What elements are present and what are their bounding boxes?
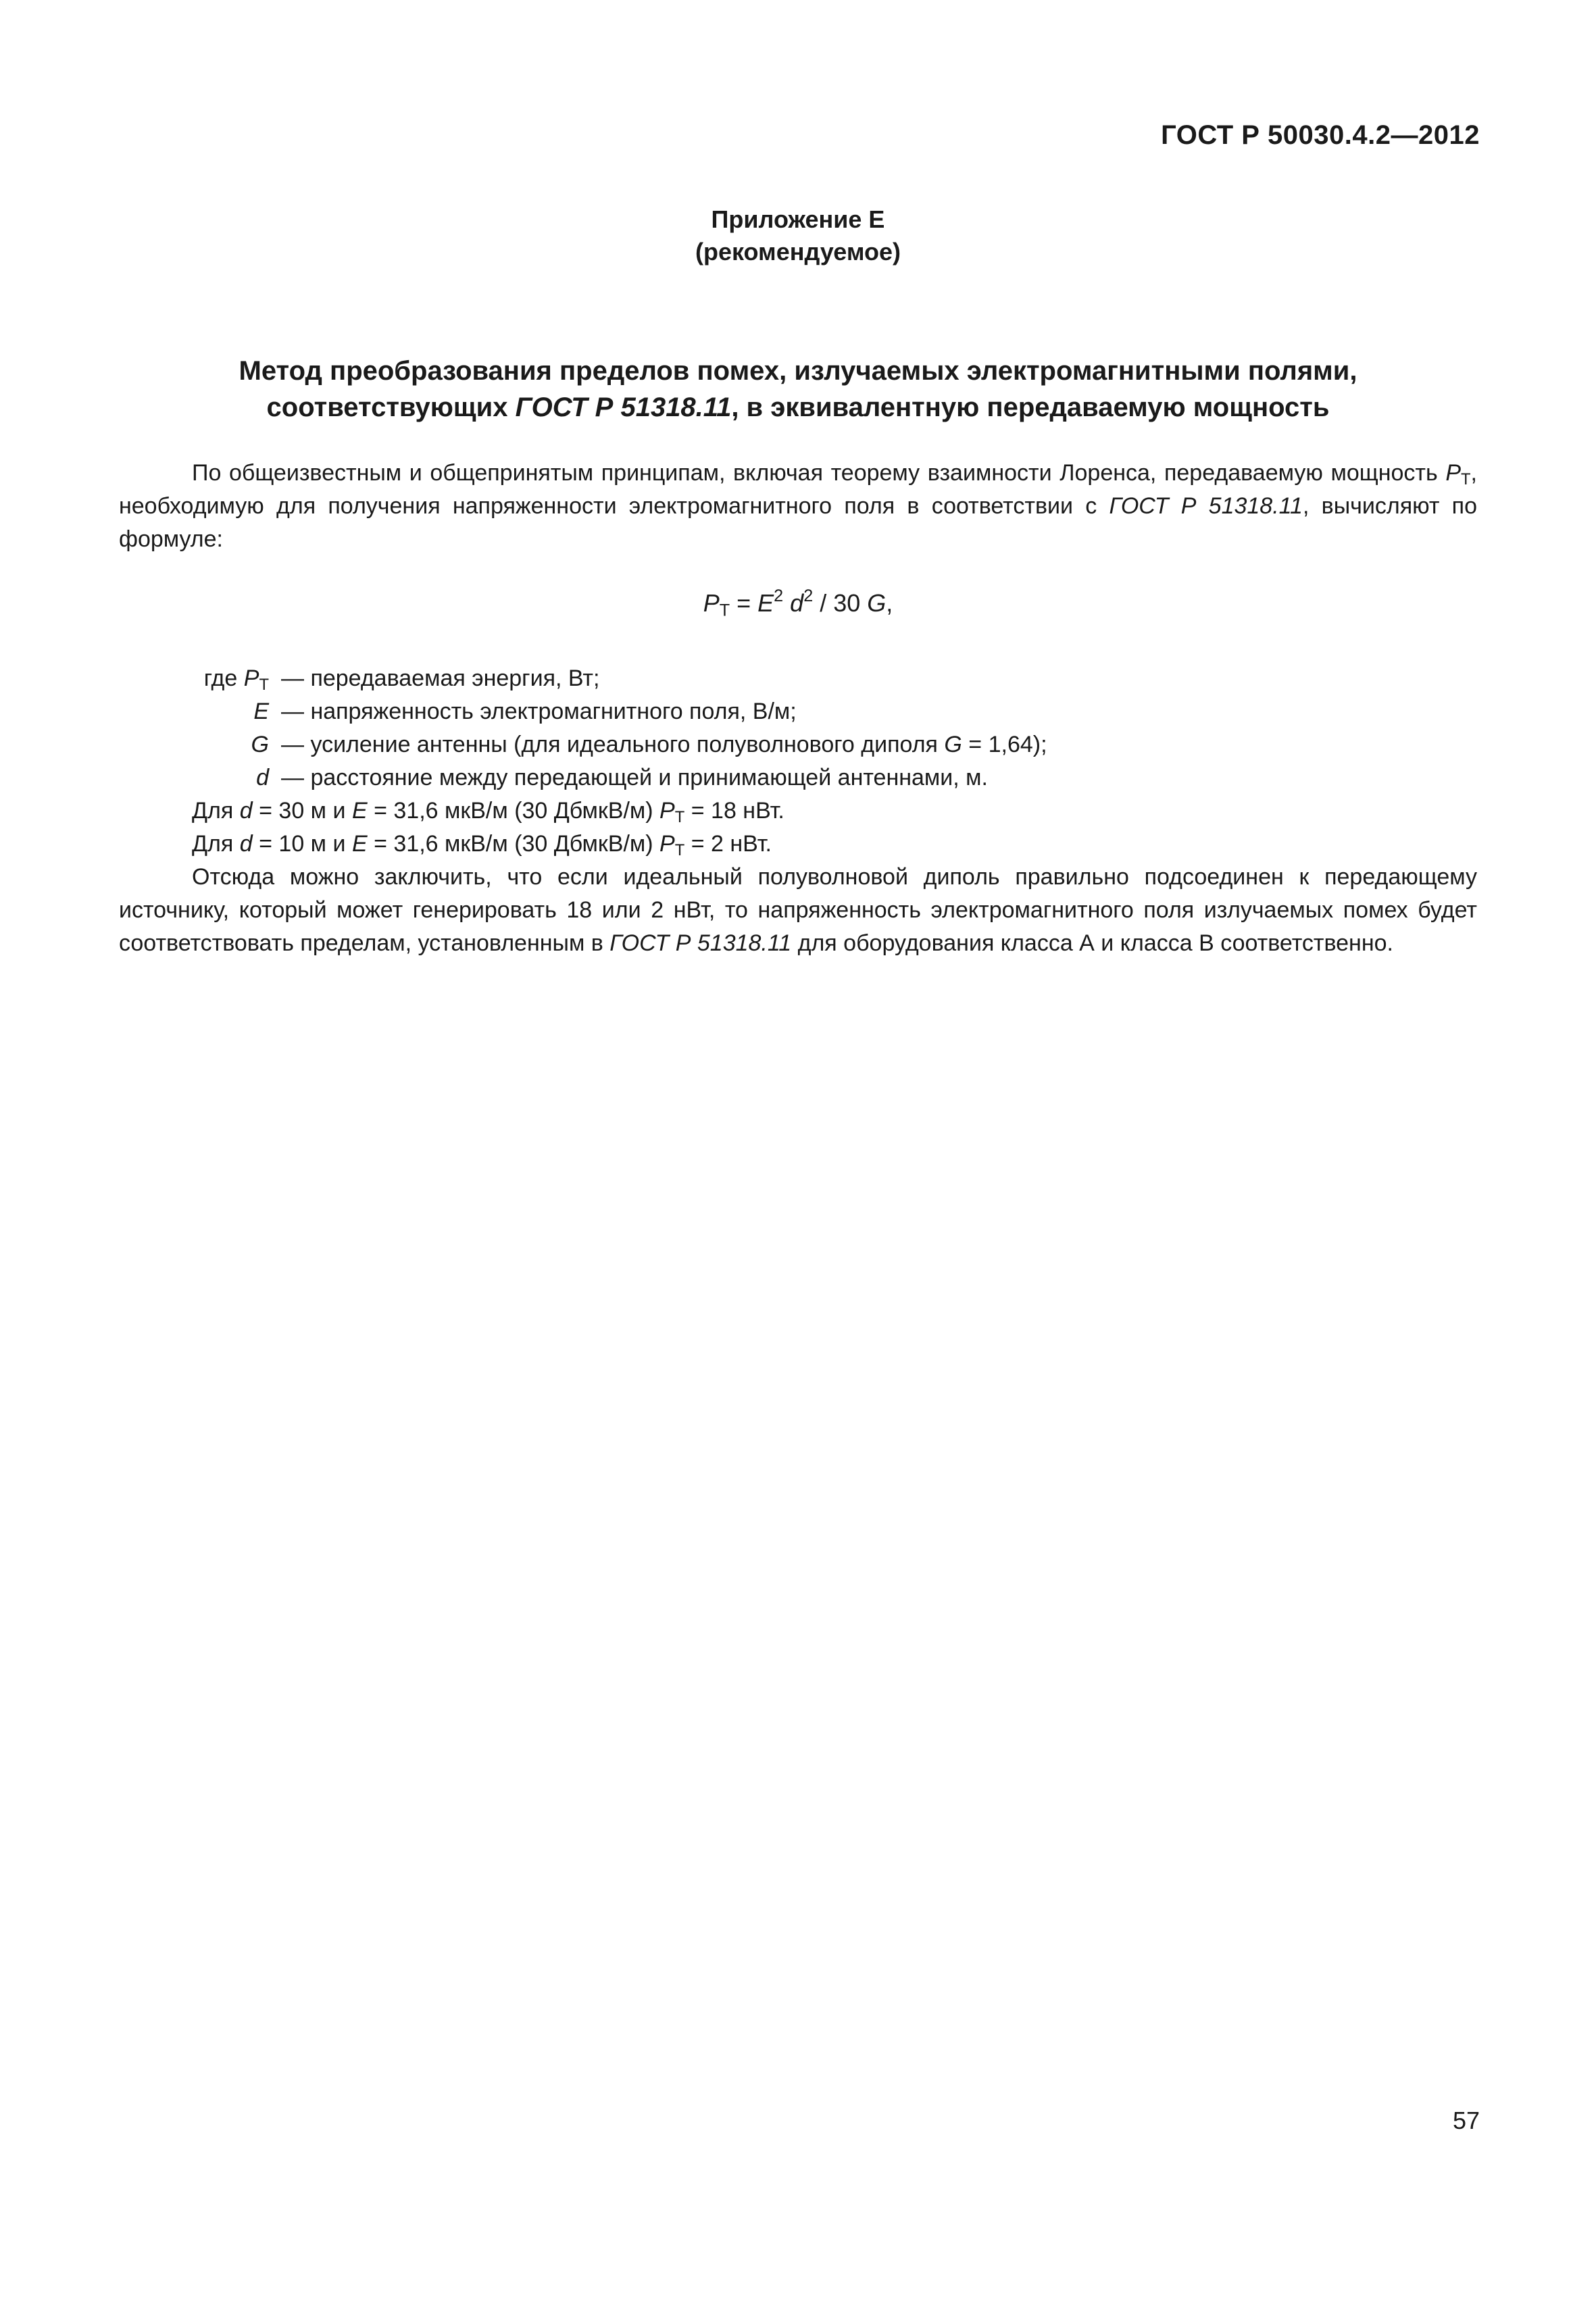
appendix-subtitle: (рекомендуемое) bbox=[695, 238, 901, 266]
formula bbox=[0, 586, 1596, 620]
calc-text: = 30 м и bbox=[252, 798, 352, 824]
formula-operator: / 30 bbox=[813, 589, 868, 617]
symbol-g: G bbox=[251, 732, 269, 757]
document-title-line1: Метод преобразования пределов помех, излучаемых электромагнитными полями, bbox=[239, 356, 1357, 386]
definition-text: = 1,64); bbox=[962, 732, 1047, 757]
definition-symbol bbox=[119, 728, 281, 761]
standard-ref: ГОСТ Р 51318.11 bbox=[609, 930, 792, 956]
formula-symbol: G bbox=[867, 589, 887, 617]
definition-row bbox=[119, 728, 1477, 761]
calc-text: Для bbox=[192, 798, 240, 824]
calc-text: Для bbox=[192, 831, 240, 857]
definition-text: — усиление антенны (для идеального полуволнового диполя bbox=[281, 732, 945, 757]
definition-row bbox=[119, 761, 1477, 795]
symbol-d: d bbox=[239, 831, 253, 857]
paragraph-text: , вычисляют по формуле: bbox=[119, 493, 1477, 552]
symbol-p: P bbox=[243, 665, 259, 691]
symbol-g: G bbox=[944, 732, 962, 757]
symbol-subscript: T bbox=[259, 675, 269, 694]
appendix-title: Приложение Е bbox=[711, 205, 885, 233]
paragraph-intro bbox=[119, 457, 1477, 556]
calc-text: = 18 нВт. bbox=[684, 798, 784, 824]
definition-desc: — передаваемая энергия, Вт; bbox=[281, 665, 600, 691]
symbol-d: d bbox=[256, 765, 269, 790]
definition-symbol bbox=[119, 761, 281, 795]
title-text: соответствующих bbox=[266, 393, 516, 422]
symbol-p: P bbox=[659, 831, 675, 857]
formula-punct: , bbox=[886, 589, 893, 617]
symbol-e: E bbox=[351, 798, 368, 824]
calculation-line bbox=[192, 828, 772, 861]
definition-desc: — расстояние между передающей и принимающей антеннами, м. bbox=[281, 765, 988, 790]
definition-desc: — напряженность электромагнитного поля, В/м; bbox=[281, 699, 797, 724]
symbol-e: E bbox=[253, 699, 269, 724]
formula-symbol: d bbox=[790, 589, 804, 617]
calc-text: = 31,6 мкВ/м (30 ДбмкВ/м) bbox=[367, 831, 660, 857]
calc-text: = 2 нВт. bbox=[684, 831, 772, 857]
definition-desc bbox=[281, 728, 1477, 761]
definition-row bbox=[119, 662, 1477, 695]
symbol-subscript: T bbox=[1461, 470, 1471, 488]
definition-symbol bbox=[119, 662, 281, 695]
calc-text: = 31,6 мкВ/м (30 ДбмкВ/м) bbox=[367, 798, 660, 824]
document-title-line2 bbox=[0, 389, 1596, 426]
definition-symbol bbox=[119, 695, 281, 728]
symbol-p: P bbox=[1445, 460, 1461, 486]
definition-row bbox=[119, 695, 1477, 728]
paragraph-text: , необходимую для получения напряженности электромагнитного поля в соответствии с bbox=[119, 460, 1477, 519]
paragraph-conclusion bbox=[119, 861, 1477, 960]
definitions-list bbox=[119, 662, 1477, 795]
definition-prefix: где bbox=[203, 665, 244, 691]
formula-exponent: 2 bbox=[803, 586, 814, 605]
formula-operator: = bbox=[730, 589, 758, 617]
paragraph-text: Отсюда можно заключить, что если идеальный полуволновой диполь правильно подсоединен к передающему источнику, который может генерировать 18 или 2 нВт, то напряженность электромагнитного поля излучаемых помех будет соответствовать пределам, установленным в bbox=[119, 864, 1477, 956]
symbol-e: E bbox=[351, 831, 368, 857]
title-text: , в эквивалентную передаваемую мощность bbox=[731, 393, 1330, 422]
symbol-d: d bbox=[239, 798, 253, 824]
formula-exponent: 2 bbox=[774, 586, 784, 605]
paragraph-text: По общеизвестным и общепринятым принципам, включая теорему взаимности Лоренса, передаваемую мощность bbox=[192, 460, 1446, 486]
formula-symbol: E bbox=[757, 589, 774, 617]
standard-ref: ГОСТ Р 51318.11 bbox=[1109, 493, 1303, 519]
page-number: 57 bbox=[1452, 2107, 1480, 2134]
formula-symbol: P bbox=[703, 589, 720, 617]
symbol-subscript: T bbox=[674, 807, 685, 826]
symbol-p: P bbox=[659, 798, 675, 824]
title-standard-ref: ГОСТ Р 51318.11 bbox=[515, 393, 732, 422]
formula-subscript: T bbox=[719, 601, 730, 620]
calc-text: = 10 м и bbox=[252, 831, 352, 857]
paragraph-text: для оборудования класса А и класса В соответственно. bbox=[791, 930, 1393, 956]
symbol-subscript: T bbox=[674, 840, 685, 859]
calculation-line bbox=[192, 795, 784, 828]
document-title bbox=[0, 353, 1596, 426]
standard-id: ГОСТ Р 50030.4.2—2012 bbox=[1161, 120, 1480, 150]
